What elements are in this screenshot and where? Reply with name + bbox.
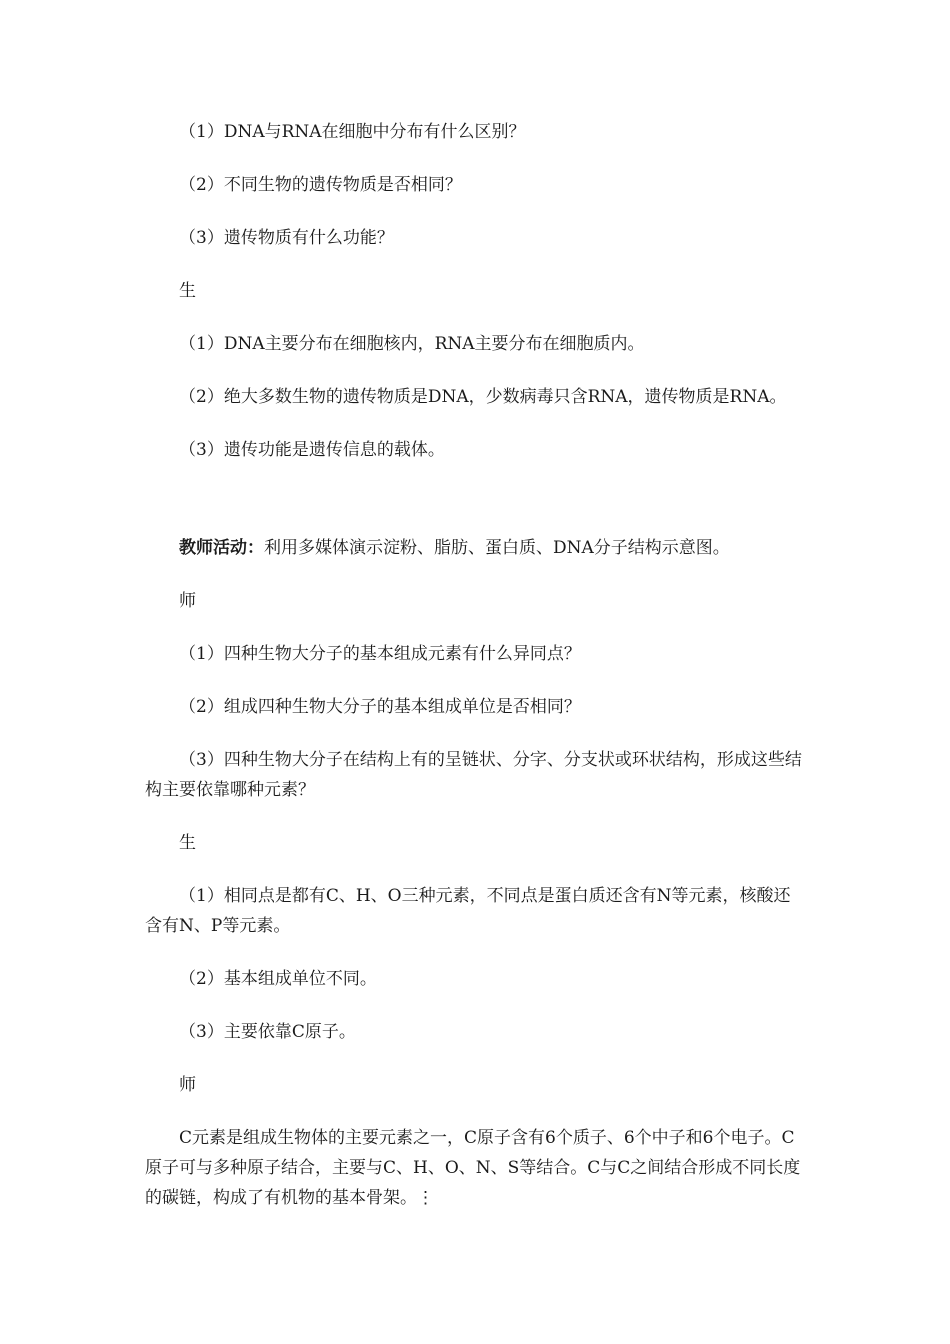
teacher-activity-text: 利用多媒体演示淀粉、脂肪、蛋白质、DNA分子结构示意图。 — [264, 538, 730, 558]
question-4: （1）四种生物大分子的基本组成元素有什么异同点？ — [179, 644, 581, 664]
question-6: （3）四种生物大分子在结构上有的呈链状、分字、分支状或环状结构，形成这些结构主要依靠哪种元素？ — [145, 750, 802, 800]
question-5: （2）组成四种生物大分子的基本组成单位是否相同？ — [179, 697, 581, 717]
speaker-teacher: 师 — [179, 591, 196, 611]
question-2: （2）不同生物的遗传物质是否相同？ — [179, 175, 462, 195]
question-1: （1）DNA与RNA在细胞中分布有什么区别？ — [179, 122, 526, 142]
closing-paragraph: C元素是组成生物体的主要元素之一，C原子含有6个质子、6个中子和6个电子。C原子可与多种原子结合，主要与C、H、O、N、S等结合。C与C之间结合形成不同长度的碳链，构成了有机物的基本骨架。⋮ — [145, 1128, 801, 1208]
answer-5: （2）基本组成单位不同。 — [179, 969, 377, 989]
teacher-activity — [145, 533, 805, 563]
answer-3: （3）遗传功能是遗传信息的载体。 — [179, 440, 445, 460]
speaker-student-2: 生 — [179, 833, 196, 853]
teacher-activity-label: 教师活动： — [179, 538, 264, 558]
answer-1: （1）DNA主要分布在细胞核内，RNA主要分布在细胞质内。 — [179, 334, 645, 354]
speaker-teacher-2: 师 — [179, 1075, 196, 1095]
question-3: （3）遗传物质有什么功能？ — [179, 228, 394, 248]
answer-4: （1）相同点是都有C、H、O三种元素，不同点是蛋白质还含有N等元素，核酸还含有N、P等元素。 — [145, 886, 791, 936]
answer-6: （3）主要依靠C原子。 — [179, 1022, 356, 1042]
answer-2: （2）绝大多数生物的遗传物质是DNA，少数病毒只含RNA，遗传物质是RNA。 — [179, 387, 787, 407]
speaker-student: 生 — [179, 281, 196, 301]
